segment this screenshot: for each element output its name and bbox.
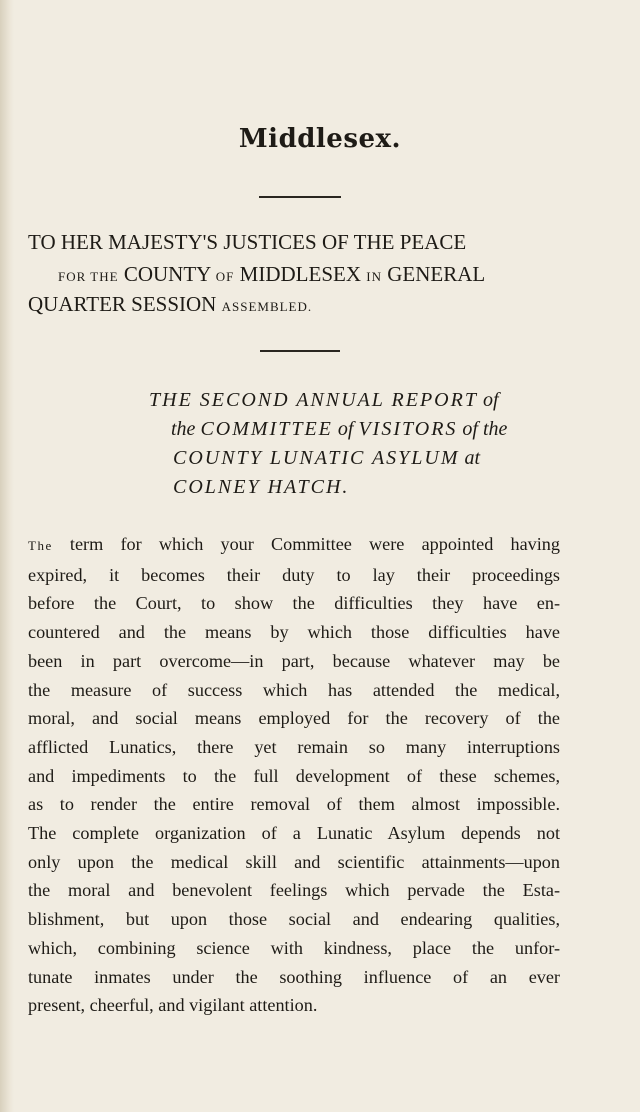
divider-rule [260,350,340,352]
county-heading: Middlesex. [238,124,402,154]
address-fragment: MIDDLESEX [234,262,367,286]
report-title-fragment: at [459,447,481,469]
address-fragment: COUNTY [118,262,216,286]
paragraph-line [28,530,560,561]
paragraph-line: present, cheerful, and vigilant attention. [28,995,318,1016]
address-line-3 [28,288,588,323]
first-word: The [28,538,53,553]
address-line-1: TO HER MAJESTY'S JUSTICES OF THE PEACE [28,230,467,254]
paragraph-line: before the Court, to show the difficulties they have en- [28,593,560,614]
address-fragment: ASSEMBLED. [221,299,313,314]
address-fragment: FOR THE [58,269,119,284]
address-fragment: OF [215,269,235,284]
binding-edge [0,0,14,1112]
report-title-line [149,415,569,444]
address-fragment: IN [366,269,382,284]
report-title-fragment: COMMITTEE [200,418,333,440]
paragraph-line: the measure of success which has attended the medical, [28,679,560,700]
report-title-fragment: VISITORS [358,418,458,440]
paragraph-line: only upon the medical skill and scientific attainments—upon [28,851,560,872]
paragraph-line: tunate inmates under the soothing influence of an ever [28,966,560,987]
paragraph-line: afflicted Lunatics, there yet remain so many interruptions [28,736,560,757]
paragraph-line: The complete organization of a Lunatic Asylum depends not [28,823,560,844]
report-title-fragment: of [477,389,499,411]
paragraph-line: which, combining science with kindness, place the unfor- [28,937,560,958]
address-fragment: GENERAL [381,262,486,286]
line-text: term for which your Committee were appointed having [52,534,560,554]
paragraph-line: blishment, but upon those social and endearing qualities, [28,909,560,930]
report-title-line [149,386,569,415]
paragraph-line: expired, it becomes their duty to lay their proceedings [28,564,560,585]
paragraph-line: and impediments to the full development of these schemes, [28,765,560,786]
divider-rule [259,196,341,198]
report-title-fragment: COLNEY HATCH. [173,476,350,498]
body-paragraph [28,530,560,1020]
paragraph-line: moral, and social means employed for the recovery of the [28,708,560,729]
paragraph-line: been in part overcome—in part, because whatever may be [28,650,560,671]
paragraph-line: countered and the means by which those difficulties have [28,622,560,643]
paragraph-line: the moral and benevolent feelings which pervade the Esta- [28,880,560,901]
report-title-fragment: of the [457,418,508,440]
paragraph-line: as to render the entire removal of them almost impossible. [28,794,560,815]
report-title-line [149,444,569,473]
report-title-fragment: of [332,418,359,440]
report-title-fragment: the [171,418,201,440]
report-title-line [149,473,569,502]
report-title [149,386,569,502]
report-title-fragment: COUNTY LUNATIC ASYLUM [173,447,460,469]
report-title-fragment: THE SECOND ANNUAL REPORT [149,389,478,411]
address-fragment: QUARTER SESSION [28,292,222,316]
